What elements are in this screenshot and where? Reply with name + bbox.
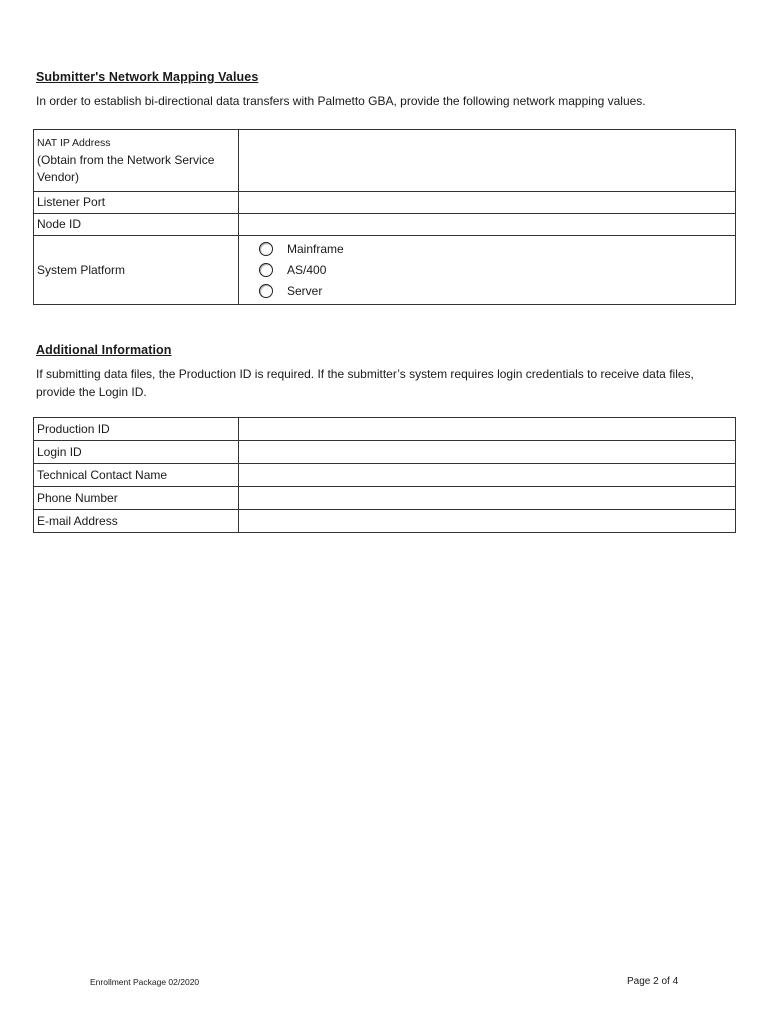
technical-contact-name-field[interactable] [239,464,736,487]
nat-ip-field[interactable] [239,130,736,192]
email-address-label: E-mail Address [34,510,239,533]
listener-port-field[interactable] [239,192,736,214]
nat-ip-label-note: (Obtain from the Network Service Vendor) [37,153,215,184]
nat-ip-label: NAT IP Address [37,137,111,149]
phone-number-label: Phone Number [34,487,239,510]
system-platform-label: System Platform [34,236,239,305]
platform-option-mainframe[interactable] [242,239,732,260]
mainframe-radio[interactable] [259,242,273,256]
as400-radio[interactable] [259,263,273,277]
login-id-field[interactable] [239,441,736,464]
mainframe-label: Mainframe [287,241,344,256]
server-radio[interactable] [259,284,273,298]
additional-info-table [33,417,736,533]
network-mapping-table [33,129,736,305]
additional-info-heading: Additional Information [36,343,172,357]
email-address-field[interactable] [239,510,736,533]
login-id-label: Login ID [34,441,239,464]
listener-port-label: Listener Port [34,192,239,214]
platform-option-as400[interactable] [242,260,732,281]
additional-info-intro: If submitting data files, the Production ID is required. If the submitter’s system requires login credentials to receive data files, provide the Login ID. [36,367,694,399]
footer-document-label: Enrollment Package 02/2020 [90,977,200,987]
system-platform-options [239,236,736,305]
platform-option-server[interactable] [242,281,732,302]
technical-contact-name-label: Technical Contact Name [34,464,239,487]
production-id-field[interactable] [239,418,736,441]
footer-page-number: Page 2 of 4 [627,976,679,987]
network-mapping-heading: Submitter's Network Mapping Values [36,70,259,84]
node-id-label: Node ID [34,214,239,236]
server-label: Server [287,283,323,298]
as400-label: AS/400 [287,262,327,277]
node-id-field[interactable] [239,214,736,236]
network-mapping-intro: In order to establish bi-directional data transfers with Palmetto GBA, provide the following network mapping values. [36,94,646,108]
production-id-label: Production ID [34,418,239,441]
phone-number-field[interactable] [239,487,736,510]
nat-ip-label-cell [34,130,239,192]
